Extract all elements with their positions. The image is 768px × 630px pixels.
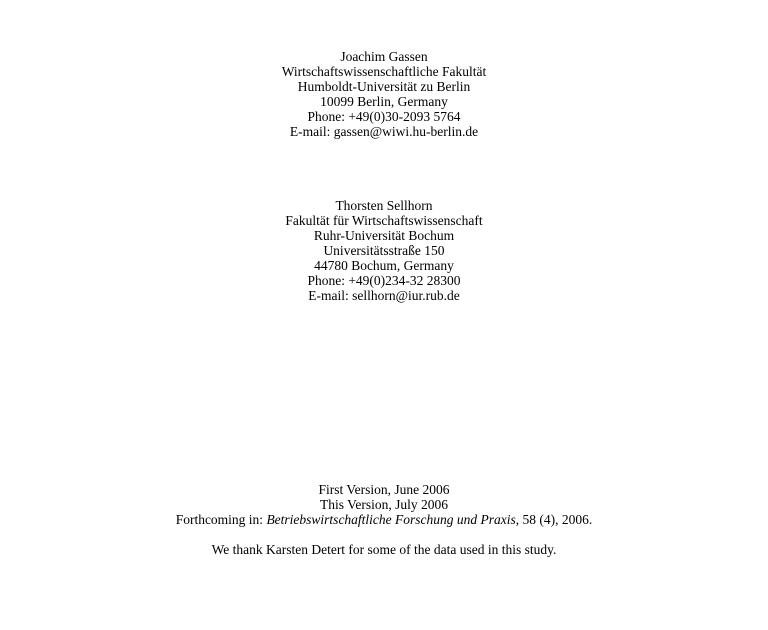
author-block-gassen <box>0 49 768 139</box>
forthcoming-prefix: Forthcoming in: <box>175 512 267 527</box>
first-version: First Version, June 2006 <box>318 482 450 497</box>
forthcoming-suffix: , 58 (4), 2006. <box>515 512 593 527</box>
version-info <box>0 482 768 527</box>
journal-title: Betriebswirtschaftliche Forschung und Praxis <box>266 512 516 527</box>
author-city: 10099 Berlin, Germany <box>320 94 448 109</box>
author-city: 44780 Bochum, Germany <box>314 258 454 273</box>
author-phone: Phone: +49(0)30-2093 5764 <box>307 109 461 124</box>
this-version: This Version, July 2006 <box>319 497 448 512</box>
author-institution: Humboldt-Universität zu Berlin <box>297 79 471 94</box>
author-email: E-mail: sellhorn@iur.rub.de <box>308 288 460 303</box>
author-department: Fakultät für Wirtschaftswissenschaft <box>285 213 483 228</box>
author-phone: Phone: +49(0)234-32 28300 <box>307 273 461 288</box>
forthcoming-line <box>0 512 768 527</box>
author-email: E-mail: gassen@wiwi.hu-berlin.de <box>289 124 479 139</box>
author-department: Wirtschaftswissenschaftliche Fakultät <box>281 64 487 79</box>
acknowledgement <box>0 542 768 557</box>
author-block-sellhorn <box>0 198 768 303</box>
author-name: Thorsten Sellhorn <box>335 198 433 213</box>
author-name: Joachim Gassen <box>340 49 428 64</box>
author-street: Universitätsstraße 150 <box>323 243 445 258</box>
acknowledgement-text: We thank Karsten Detert for some of the data used in this study. <box>211 542 557 557</box>
author-institution: Ruhr-Universität Bochum <box>313 228 455 243</box>
